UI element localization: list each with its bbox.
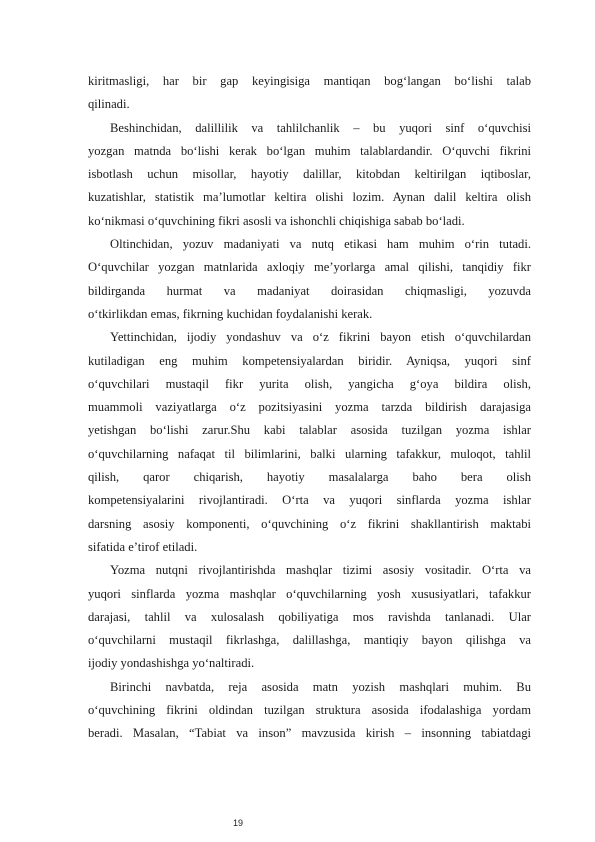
text-line: kiritmasligi, har bir gap keyingisiga mantiqan bog‘langan bo‘lishi talab bbox=[88, 74, 531, 88]
text-line: darsning asosiy komponenti, o‘quvchining o‘z fikrini shakllantirish maktabi bbox=[88, 516, 531, 531]
text-line: Birinchi navbatda, reja asosida matn yozish mashqlari muhim. Bu bbox=[110, 679, 531, 694]
document-body bbox=[88, 70, 531, 746]
text-line: muammoli vaziyatlarga o‘z pozitsiyasini yozma tarzda bildirish darajasiga bbox=[88, 400, 531, 415]
text-line: O‘quvchilar yozgan matnlarida axloqiy me’yorlarga amal qilishi, tanqidiy fikr bbox=[88, 260, 531, 275]
text-line: qilinadi. bbox=[88, 97, 130, 112]
text-line: Oltinchidan, yozuv madaniyati va nutq etikasi ham muhim o‘rin tutadi. bbox=[110, 237, 531, 252]
text-line: yozgan matnda bo‘lishi kerak bo‘lgan muhim talablardandir. O‘quvchi fikrini bbox=[88, 143, 531, 158]
text-line: kompetensiyalarini rivojlantiradi. O‘rta va yuqori sinflarda yozma ishlar bbox=[88, 493, 531, 508]
text-line: Yozma nutqni rivojlantirishda mashqlar tizimi asosiy vositadir. O‘rta va bbox=[110, 563, 531, 578]
text-line: ijodiy yondashishga yo‘naltiradi. bbox=[88, 656, 255, 671]
text-line: sifatida e’tirof etiladi. bbox=[88, 539, 198, 554]
text-line: o‘quvchilarning nafaqat til bilimlarini, balki ularning tafakkur, muloqot, tahlil bbox=[88, 446, 531, 461]
text-line: kuzatishlar, statistik ma’lumotlar keltira olishi lozim. Aynan dalil keltira olish bbox=[88, 190, 531, 205]
text-line: beradi. Masalan, “Tabiat va inson” mavzusida kirish – insonning tabiatdagi bbox=[88, 726, 531, 741]
text-line: Yettinchidan, ijodiy yondashuv va o‘z fikrini bayon etish o‘quvchilardan bbox=[110, 330, 531, 345]
text-line: Beshinchidan, dalillilik va tahlilchanlik – bu yuqori sinf o‘quvchisi bbox=[110, 120, 531, 135]
text-line: darajasi, tahlil va xulosalash qobiliyatiga mos ravishda tanlanadi. Ular bbox=[88, 609, 531, 624]
text-line: kutiladigan eng muhim kompetensiyalardan biridir. Ayniqsa, yuqori sinf bbox=[88, 353, 531, 368]
page-number: 19 bbox=[233, 818, 244, 828]
text-line: o‘quvchilari mustaqil fikr yurita olish, yangicha g‘oya bildira olish, bbox=[88, 376, 531, 391]
text-line: bildirganda hurmat va madaniyat doirasidan chiqmasligi, yozuvda bbox=[88, 283, 531, 298]
text-line: yuqori sinflarda yozma mashqlar o‘quvchilarning yosh xususiyatlari, tafakkur bbox=[88, 586, 531, 601]
text-line: yetishgan bo‘lishi zarur.Shu kabi talablar asosida tuzilgan yozma ishlar bbox=[88, 423, 531, 438]
text-line: isbotlash uchun misollar, hayotiy dalillar, kitobdan keltirilgan iqtiboslar, bbox=[88, 167, 531, 182]
text-line: qilish, qaror chiqarish, hayotiy masalalarga baho bera olish bbox=[88, 470, 531, 485]
text-line: o‘quvchining fikrini oldindan tuzilgan struktura asosida ifodalashiga yordam bbox=[88, 703, 531, 718]
text-line: o‘quvchilarni mustaqil fikrlashga, dalillashga, mantiqiy bayon qilishga va bbox=[88, 633, 531, 648]
text-line: ko‘nikmasi o‘quvchining fikri asosli va ishonchli chiqishiga sabab bo‘ladi. bbox=[88, 213, 465, 228]
text-line: o‘tkirlikdan emas, fikrning kuchidan foydalanishi kerak. bbox=[88, 306, 373, 321]
